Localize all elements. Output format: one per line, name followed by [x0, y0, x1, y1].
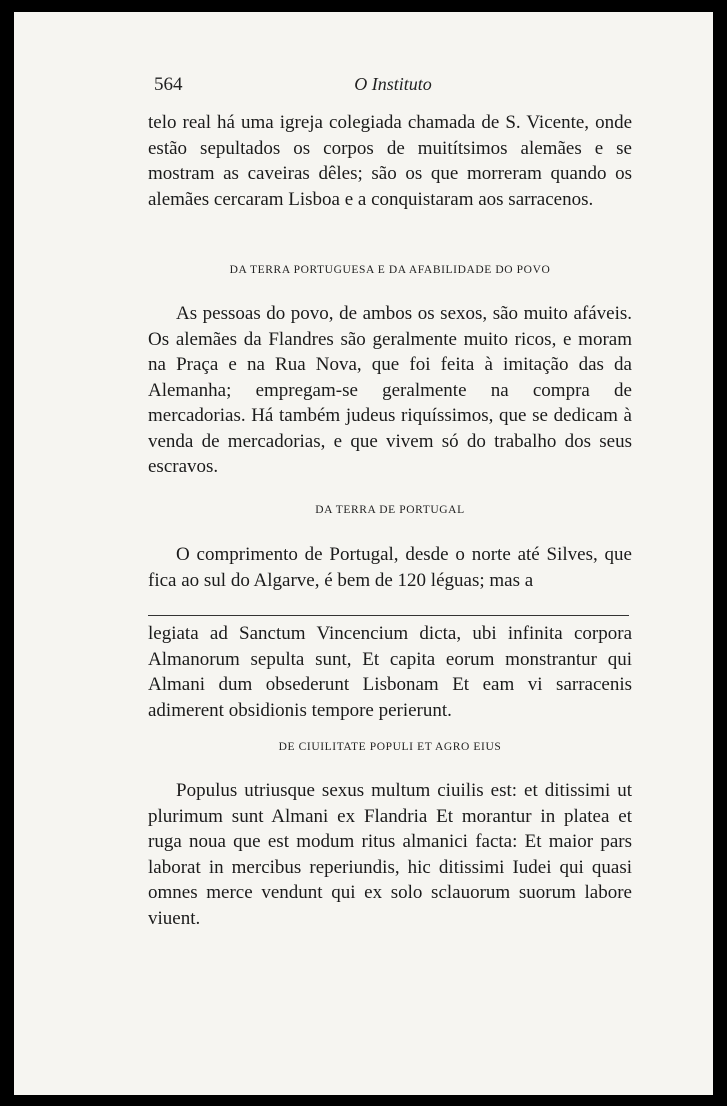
section-heading-terra-de-portugal: DA TERRA DE PORTUGAL	[315, 504, 465, 516]
portuguese-paragraph-2	[148, 301, 632, 480]
portuguese-paragraph-1	[148, 110, 632, 212]
paragraph-text: As pessoas do povo, de ambos os sexos, são muito afáveis. Os alemães da Flandres são geralmente muito ricos, e moram na Praça e na Rua Nova, que foi feita à imitação das da Alemanha; empregam-se geralmente na compra de mercadorias. Há também judeus riquíssimos, que se dedicam à venda de mercadorias, e que vivem só do trabalho dos seus escravos.	[148, 303, 632, 477]
latin-paragraph-2	[148, 778, 632, 931]
section-heading-terra-portuguesa: DA TERRA PORTUGUESA E DA AFABILIDADE DO POVO	[229, 264, 551, 276]
page-number: 564	[154, 74, 183, 95]
running-title: O Instituto	[354, 74, 432, 94]
paragraph-text: Populus utriusque sexus multum ciuilis est: et ditissimi ut plurimum sunt Almani ex Flandria Et morantur in platea et ruga noua que est modum ritus almanici facta: Et maior pars laborat in mercibus reperiundis, hic ditissimi Iudei qui quasi omnes merce vendunt qui ex solo sclauorum suorum labore viuent.	[148, 780, 632, 929]
section-heading-de-ciuilitate: DE CIUILITATE POPULI ET AGRO EIUS	[278, 741, 502, 753]
latin-paragraph-1	[148, 621, 632, 723]
portuguese-paragraph-3	[148, 542, 632, 593]
page-header	[154, 74, 632, 98]
footnote-divider	[148, 615, 629, 616]
paragraph-text: O comprimento de Portugal, desde o norte até Silves, que fica ao sul do Algarve, é bem de 120 léguas; mas a	[148, 544, 632, 591]
book-page	[14, 12, 713, 1095]
paragraph-text: telo real há uma igreja colegiada chamada de S. Vicente, onde estão sepultados os corpos de muitítsimos alemães e se mostram as caveiras dêles; são os que morreram quando os alemães cercaram Lisboa e a conquistaram aos sarracenos.	[148, 112, 632, 210]
paragraph-text: legiata ad Sanctum Vincencium dicta, ubi infinita corpora Almanorum sepulta sunt, Et capita eorum monstrantur qui Almani dum obsederunt Lisbonam Et eam vi sarracenis adimerent obsidionis tempore perierunt.	[148, 623, 632, 721]
